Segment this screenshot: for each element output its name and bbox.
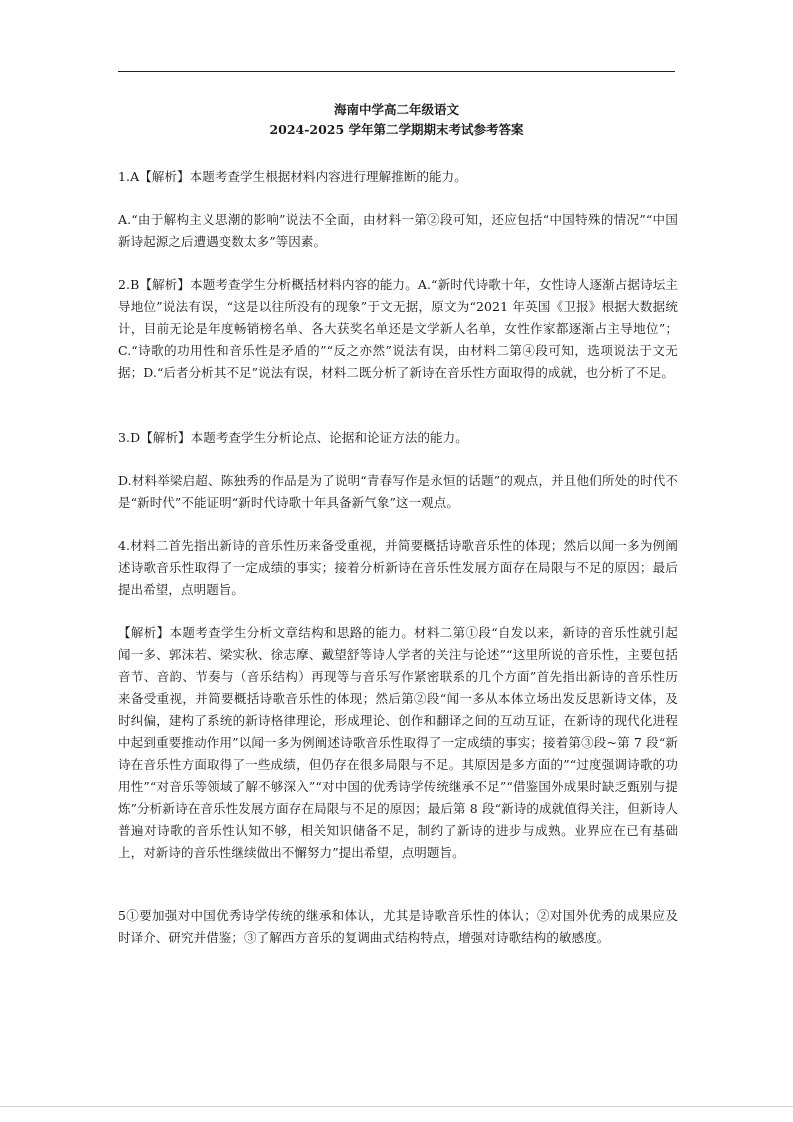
answer-3-analysis: D.材料举梁启超、陈独秀的作品是为了说明“青春写作是永恒的话题”的观点，并且他们所处的时代不是“新时代”不能证明“新时代诗歌十年具备新气象”这一观点。 [118, 473, 678, 510]
answer-3-paragraph: 3.D【解析】本题考查学生分析论点、论据和论证方法的能力。 [118, 430, 468, 445]
answer-4-paragraph: 4.材料二首先指出新诗的音乐性历来备受重视，并简要概括诗歌音乐性的体现；然后以闻一多为例阐述诗歌音乐性取得了一定成绩的事实；接着分析新诗在音乐性发展方面存在局限与不足的原因；最后提出希望，点明题旨。 [118, 538, 678, 597]
footer-rule [0, 1106, 793, 1107]
answer-4-analysis: 【解析】本题考查学生分析文章结构和思路的能力。材料二第①段“自发以来，新诗的音乐性就引起闻一多、郭沫若、梁实秋、徐志摩、戴望舒等诗人学者的关注与论述”“这里所说的音乐性，主要包括音节、音韵、节奏与（音乐结构）再现等与音乐写作紧密联系的几个方面”首先指出新诗的音乐性历来备受重视，并简要概括诗歌音乐性的体现；然后第②段“闻一多从本体立场出发反思新诗文体，及时纠偏，建构了系统的新诗格律理论，形成理论、创作和翻译之间的互动互证，在新诗的现代化进程中起到重要推动作用”以闻一多为例阐述诗歌音乐性取得了一定成绩的事实；接着第③段~第 7 段“新诗在音乐性方面取得了一些成绩，但仍存在很多局限与不足。其原因是多方面的”“过度强调诗歌的功用性”“对音乐等领域了解不够深入”“对中国的优秀诗学传统继承不足”“借鉴国外成果时缺乏甄别与提炼”分析新诗在音乐性发展方面存在局限与不足的原因；最后第 8 段“新诗的成就值得关注，但新诗人普遍对诗歌的音乐性认知不够，相关知识储备不足，制约了新诗的进步与成熟。业界应在已有基础上，对新诗的音乐性继续做出不懈努力”提出希望，点明题旨。 [118, 625, 678, 860]
answer-1-analysis: A.“由于解构主义思潮的影响”说法不全面，由材料一第②段可知，还应包括“中国特殊的情况”“中国新诗起源之后遭遇变数太多”等因素。 [118, 212, 678, 249]
answer-1-paragraph: 1.A【解析】本题考查学生根据材料内容进行理解推断的能力。 [118, 169, 467, 184]
answer-2-paragraph: 2.B【解析】本题考查学生分析概括材料内容的能力。A.“新时代诗歌十年，女性诗人逐渐占据诗坛主导地位”说法有误，“这是以往所没有的现象”于文无据，原文为“2021 年英国《卫报》根据大数据统计，目前无论是年度畅销榜名单、各大获奖名单还是文学新人名单，女性作家都逐渐占主导地位”；C.“诗歌的功用性和音乐性是矛盾的”“反之亦然”说法有误，由材料二第④段可知，选项说法于文无据；D.“后者分析其不足”说法有误，材料二既分析了新诗在音乐性方面取得的成就，也分析了不足。 [118, 277, 678, 380]
header-rule [118, 71, 675, 72]
answer-5-paragraph: 5①要加强对中国优秀诗学传统的继承和体认，尤其是诗歌音乐性的体认；②对国外优秀的成果应及时译介、研究并借鉴；③了解西方音乐的复调曲式结构特点，增强对诗歌结构的敏感度。 [118, 908, 678, 945]
document-title: 海南中学高二年级语文 [333, 102, 459, 117]
document-subtitle: 2024-2025 学年第二学期期末考试参考答案 [269, 122, 524, 137]
